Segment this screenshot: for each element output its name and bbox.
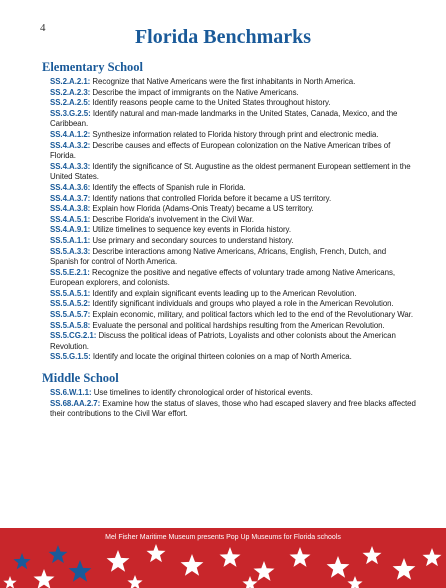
benchmark-code: SS.4.A.3.3: [50, 161, 91, 171]
benchmark-code: SS.5.G.1.5: [50, 352, 91, 362]
benchmark-description: Recognize the positive and negative effects of voluntary trade among Native Americans, European explorers, and colonists. [50, 267, 395, 288]
benchmark-code: SS.4.A.3.2: [50, 140, 91, 150]
benchmark-code: SS.5.A.5.7: [50, 310, 91, 320]
benchmark-item [50, 162, 416, 183]
benchmark-item [50, 399, 416, 420]
benchmark-description: Explain economic, military, and political factors which led to the end of the Revolutionary War. [90, 310, 414, 320]
section-heading-elementary: Elementary School [42, 60, 144, 74]
benchmark-code: SS.5.A.3.3: [50, 246, 91, 256]
benchmark-item [50, 88, 416, 99]
page-title: Florida Benchmarks [134, 26, 312, 48]
benchmark-item [50, 215, 416, 226]
benchmark-code: SS.4.A.3.7: [50, 193, 91, 203]
benchmark-description: Describe causes and effects of European colonization on the Native American tribes of Florida. [50, 140, 391, 161]
benchmark-code: SS.5.A.5.2: [50, 299, 91, 309]
benchmark-description: Identify significant individuals and groups who played a role in the American Revolution. [90, 299, 394, 309]
benchmark-description: Identify the effects of Spanish rule in Florida. [90, 182, 246, 192]
star-icon [327, 556, 350, 578]
star-icon [49, 545, 68, 563]
benchmark-item [50, 310, 416, 321]
benchmark-code: SS.4.A.1.2: [50, 129, 91, 139]
benchmark-item [50, 321, 416, 332]
benchmark-description: Describe the impact of immigrants on the Native Americans. [90, 87, 299, 97]
page-number: 4 [40, 22, 46, 34]
benchmark-item [50, 98, 416, 109]
benchmark-code: SS.68.AA.2.7: [50, 398, 101, 408]
benchmark-description: Identify natural and man-made landmarks in the United States, Canada, Mexico, and the Caribbean. [50, 108, 398, 129]
benchmark-item [50, 77, 416, 88]
benchmark-description: Identify and explain significant events leading up to the American Revolution. [90, 288, 357, 298]
benchmark-code: SS.4.A.5.1: [50, 214, 91, 224]
benchmark-code: SS.5.CG.2.1: [50, 331, 97, 341]
benchmark-item [50, 268, 416, 289]
star-icon [181, 554, 204, 576]
benchmark-item [50, 352, 416, 363]
benchmark-code: SS.3.G.2.5: [50, 108, 91, 118]
benchmark-item [50, 130, 416, 141]
star-icon [69, 560, 92, 582]
benchmark-code: SS.5.A.1.1: [50, 235, 91, 245]
star-icon [34, 569, 55, 588]
benchmark-item [50, 194, 416, 205]
benchmark-code: SS.4.A.3.8: [50, 204, 91, 214]
benchmark-description: Identify reasons people came to the United States throughout history. [90, 98, 331, 108]
benchmark-code: SS.4.A.9.1: [50, 225, 91, 235]
star-icon [13, 553, 30, 569]
footer-stars [0, 528, 446, 588]
benchmark-description: Synthesize information related to Florida history through print and electronic media. [90, 129, 379, 139]
benchmark-code: SS.2.A.2.1: [50, 77, 91, 86]
middle-benchmark-list [40, 388, 416, 420]
benchmark-description: Identify the significance of St. Augustine as the oldest permanent European settlement in the United States. [50, 161, 411, 182]
benchmark-item [50, 388, 416, 399]
star-icon [147, 544, 166, 562]
benchmark-item [50, 331, 416, 352]
star-icon [363, 546, 382, 564]
benchmark-description: Describe Florida's involvement in the Civil War. [90, 214, 254, 224]
benchmark-description: Discuss the political ideas of Patriots, Loyalists and other colonists about the American Revolution. [50, 331, 396, 351]
benchmark-item [50, 247, 416, 268]
benchmark-item [50, 299, 416, 310]
benchmark-code: SS.5.A.5.8: [50, 320, 91, 330]
benchmark-item [50, 141, 416, 162]
benchmark-item [50, 204, 416, 215]
benchmark-item [50, 289, 416, 300]
benchmark-description: Explain how Florida (Adams-Onis Treaty) became a US territory. [90, 204, 314, 214]
benchmark-code: SS.2.A.2.3: [50, 87, 91, 97]
benchmark-description: Utilize timelines to sequence key events in Florida history. [90, 225, 291, 235]
benchmark-item [50, 236, 416, 247]
benchmark-description: Evaluate the personal and political hardships resulting from the American Revolution. [90, 320, 385, 330]
star-icon [423, 548, 442, 566]
benchmark-code: SS.2.A.2.5: [50, 98, 91, 108]
star-icon [3, 576, 16, 588]
benchmark-description: Recognize that Native Americans were the first inhabitants in North America. [90, 77, 356, 86]
benchmark-code: SS.5.A.5.1: [50, 288, 91, 298]
star-icon [107, 550, 130, 572]
star-icon [254, 561, 275, 581]
benchmark-description: Identify nations that controlled Florida before it became a US territory. [90, 193, 332, 203]
benchmark-description: Examine how the status of slaves, those who had escaped slavery and free blacks affected their contributions to the Civil War effort. [50, 398, 416, 419]
benchmark-description: Identify and locate the original thirteen colonies on a map of North America. [90, 352, 352, 362]
benchmark-code: SS.6.W.1.1: [50, 388, 92, 398]
benchmark-code: SS.4.A.3.6: [50, 182, 91, 192]
footer-text: Mel Fisher Maritime Museum presents Pop Up Museums for Florida schools [105, 534, 341, 541]
benchmark-item [50, 183, 416, 194]
benchmark-description: Describe interactions among Native Americans, Africans, English, French, Dutch, and Spanish for control of North America. [50, 246, 387, 267]
elementary-benchmark-list [40, 77, 416, 363]
benchmark-description: Use timelines to identify chronological order of historical events. [91, 388, 313, 398]
footer-banner [0, 528, 446, 588]
star-icon [220, 547, 241, 567]
section-heading-middle: Middle School [42, 371, 119, 386]
star-icon [242, 576, 257, 588]
benchmark-code: SS.5.E.2.1: [50, 267, 90, 277]
star-icon [393, 558, 416, 580]
benchmark-item [50, 109, 416, 130]
benchmarks-content [40, 60, 416, 420]
star-icon [290, 547, 311, 567]
star-icon [347, 576, 362, 588]
benchmark-description: Use primary and secondary sources to understand history. [90, 235, 294, 245]
benchmark-item [50, 225, 416, 236]
star-icon [127, 575, 142, 588]
